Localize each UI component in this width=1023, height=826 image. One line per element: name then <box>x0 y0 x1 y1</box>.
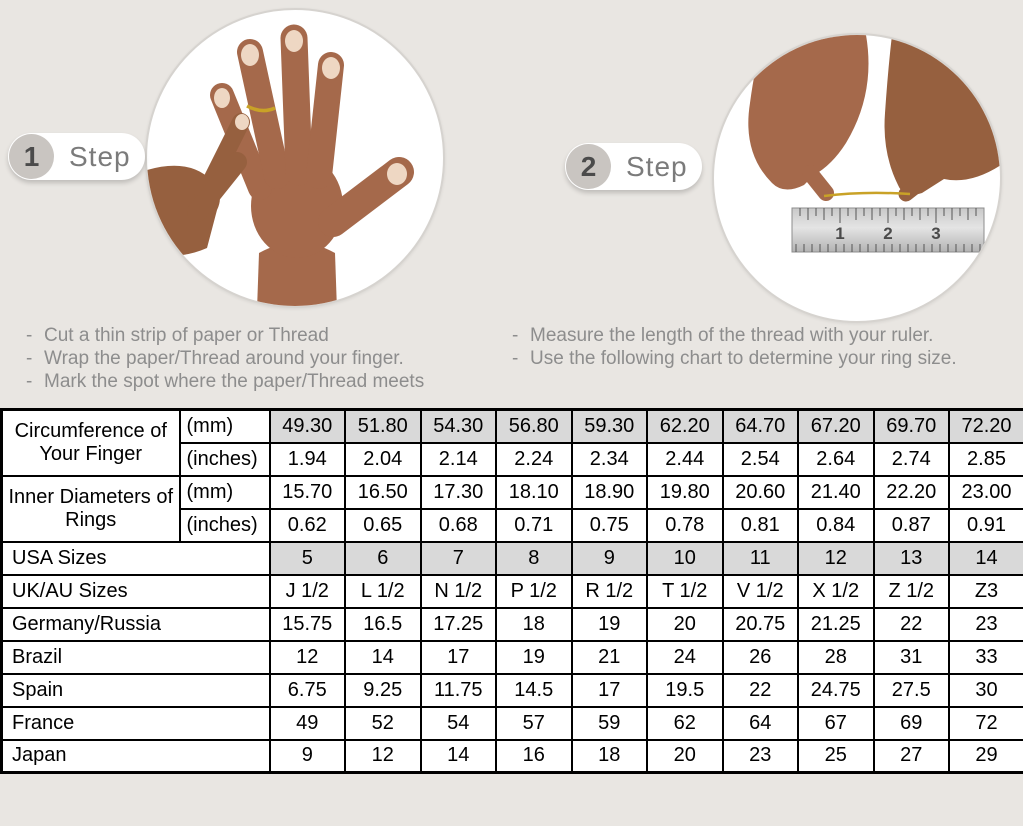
size-value-cell: 64 <box>723 707 799 740</box>
svg-text:2: 2 <box>883 224 893 243</box>
size-value-cell: 23.00 <box>949 476 1023 509</box>
size-value-cell: 6.75 <box>270 674 346 707</box>
size-value-cell: Z3 <box>949 575 1023 608</box>
size-value-cell: 49 <box>270 707 346 740</box>
size-value-cell: 21.25 <box>798 608 874 641</box>
size-value-cell: L 1/2 <box>345 575 421 608</box>
size-value-cell: 19 <box>496 641 572 674</box>
size-value-cell: 15.70 <box>270 476 346 509</box>
size-value-cell: 49.30 <box>270 410 346 443</box>
size-value-cell: 14.5 <box>496 674 572 707</box>
row-label: Circumference of Your Finger <box>2 410 180 476</box>
size-value-cell: 10 <box>647 542 723 575</box>
unit-cell: (mm) <box>180 476 270 509</box>
size-value-cell: 30 <box>949 674 1023 707</box>
row-label: UK/AU Sizes <box>2 575 270 608</box>
size-value-cell: 56.80 <box>496 410 572 443</box>
svg-text:3: 3 <box>931 224 941 243</box>
instruction-line: - Wrap the paper/Thread around your finger. <box>22 347 492 370</box>
step1-label: Step <box>69 140 131 172</box>
size-value-cell: 17 <box>572 674 648 707</box>
size-value-cell: N 1/2 <box>421 575 497 608</box>
size-value-cell: 17.25 <box>421 608 497 641</box>
size-value-cell: 18 <box>572 740 648 773</box>
size-value-cell: J 1/2 <box>270 575 346 608</box>
size-value-cell: 13 <box>874 542 950 575</box>
size-value-cell: 12 <box>798 542 874 575</box>
step2-label: Step <box>626 150 688 182</box>
size-value-cell: 2.54 <box>723 443 799 476</box>
unit-cell: (mm) <box>180 410 270 443</box>
size-value-cell: 67.20 <box>798 410 874 443</box>
unit-cell: (inches) <box>180 443 270 476</box>
size-value-cell: 16 <box>496 740 572 773</box>
size-value-cell: 17 <box>421 641 497 674</box>
size-value-cell: 9.25 <box>345 674 421 707</box>
row-label: Spain <box>2 674 270 707</box>
size-value-cell: 0.87 <box>874 509 950 542</box>
instruction-line: - Measure the length of the thread with your ruler. <box>508 324 1020 347</box>
size-value-cell: X 1/2 <box>798 575 874 608</box>
size-value-cell: 0.71 <box>496 509 572 542</box>
step2-badge <box>565 143 702 190</box>
size-value-cell: 6 <box>345 542 421 575</box>
size-value-cell: 20.75 <box>723 608 799 641</box>
size-value-cell: 2.44 <box>647 443 723 476</box>
size-value-cell: 72.20 <box>949 410 1023 443</box>
size-value-cell: 20.60 <box>723 476 799 509</box>
size-value-cell: 0.78 <box>647 509 723 542</box>
size-value-cell: 9 <box>270 740 346 773</box>
size-value-cell: 0.62 <box>270 509 346 542</box>
size-value-cell: 17.30 <box>421 476 497 509</box>
size-value-cell: 52 <box>345 707 421 740</box>
size-value-cell: 2.64 <box>798 443 874 476</box>
size-value-cell: 22 <box>723 674 799 707</box>
size-value-cell: 54.30 <box>421 410 497 443</box>
row-label: Brazil <box>2 641 270 674</box>
size-value-cell: 22 <box>874 608 950 641</box>
size-value-cell: 19 <box>572 608 648 641</box>
size-value-cell: 20 <box>647 608 723 641</box>
size-value-cell: T 1/2 <box>647 575 723 608</box>
size-value-cell: 29 <box>949 740 1023 773</box>
step1-badge <box>8 133 145 180</box>
size-value-cell: 59.30 <box>572 410 648 443</box>
size-value-cell: V 1/2 <box>723 575 799 608</box>
size-value-cell: 12 <box>270 641 346 674</box>
ring-size-table <box>0 408 1023 774</box>
size-value-cell: 15.75 <box>270 608 346 641</box>
size-value-cell: 18.90 <box>572 476 648 509</box>
size-value-cell: 62.20 <box>647 410 723 443</box>
table-row-diameter-mm <box>2 476 1023 509</box>
size-value-cell: R 1/2 <box>572 575 648 608</box>
table-row-brazil <box>2 641 1023 674</box>
instruction-line: - Use the following chart to determine your ring size. <box>508 347 1020 370</box>
step2-photo <box>712 33 1002 323</box>
size-value-cell: 0.65 <box>345 509 421 542</box>
size-value-cell: 21 <box>572 641 648 674</box>
size-value-cell: 20 <box>647 740 723 773</box>
size-value-cell: 14 <box>345 641 421 674</box>
hand-with-thread-illustration <box>147 10 445 308</box>
size-value-cell: 5 <box>270 542 346 575</box>
size-value-cell: 2.24 <box>496 443 572 476</box>
size-value-cell: 0.75 <box>572 509 648 542</box>
size-value-cell: 23 <box>723 740 799 773</box>
size-value-cell: Z 1/2 <box>874 575 950 608</box>
step2-instructions <box>508 324 1020 370</box>
size-value-cell: 8 <box>496 542 572 575</box>
size-value-cell: 59 <box>572 707 648 740</box>
size-value-cell: 2.74 <box>874 443 950 476</box>
row-label: Inner Diameters of Rings <box>2 476 180 542</box>
table-row-uk-au <box>2 575 1023 608</box>
unit-cell: (inches) <box>180 509 270 542</box>
ring-size-chart <box>0 408 1023 774</box>
size-value-cell: 19.80 <box>647 476 723 509</box>
size-value-cell: 33 <box>949 641 1023 674</box>
step1-number: 1 <box>9 134 54 179</box>
size-value-cell: 67 <box>798 707 874 740</box>
instructions-section <box>0 0 1023 408</box>
size-value-cell: 51.80 <box>345 410 421 443</box>
table-row-japan <box>2 740 1023 773</box>
size-value-cell: 18 <box>496 608 572 641</box>
size-value-cell: 26 <box>723 641 799 674</box>
size-value-cell: 11.75 <box>421 674 497 707</box>
size-value-cell: 12 <box>345 740 421 773</box>
size-value-cell: 23 <box>949 608 1023 641</box>
step2-number: 2 <box>566 144 611 189</box>
table-row-france <box>2 707 1023 740</box>
size-value-cell: 57 <box>496 707 572 740</box>
size-value-cell: 9 <box>572 542 648 575</box>
size-value-cell: P 1/2 <box>496 575 572 608</box>
size-value-cell: 24.75 <box>798 674 874 707</box>
size-value-cell: 2.34 <box>572 443 648 476</box>
size-value-cell: 62 <box>647 707 723 740</box>
table-row-usa <box>2 542 1023 575</box>
measuring-thread-with-ruler-illustration <box>714 35 1002 323</box>
size-value-cell: 69.70 <box>874 410 950 443</box>
size-value-cell: 25 <box>798 740 874 773</box>
size-value-cell: 14 <box>949 542 1023 575</box>
table-row-spain <box>2 674 1023 707</box>
step1-instructions <box>22 324 492 393</box>
size-value-cell: 2.04 <box>345 443 421 476</box>
instruction-line: - Mark the spot where the paper/Thread meets <box>22 370 492 393</box>
size-value-cell: 0.68 <box>421 509 497 542</box>
size-value-cell: 0.81 <box>723 509 799 542</box>
size-value-cell: 54 <box>421 707 497 740</box>
size-value-cell: 16.50 <box>345 476 421 509</box>
svg-text:1: 1 <box>835 224 845 243</box>
size-value-cell: 7 <box>421 542 497 575</box>
size-value-cell: 14 <box>421 740 497 773</box>
size-value-cell: 27.5 <box>874 674 950 707</box>
instruction-line: - Cut a thin strip of paper or Thread <box>22 324 492 347</box>
size-value-cell: 31 <box>874 641 950 674</box>
size-value-cell: 28 <box>798 641 874 674</box>
size-value-cell: 1.94 <box>270 443 346 476</box>
table-row-germany-russia <box>2 608 1023 641</box>
size-value-cell: 0.84 <box>798 509 874 542</box>
size-value-cell: 19.5 <box>647 674 723 707</box>
size-value-cell: 21.40 <box>798 476 874 509</box>
size-value-cell: 64.70 <box>723 410 799 443</box>
size-value-cell: 22.20 <box>874 476 950 509</box>
step1-photo <box>145 8 445 308</box>
row-label: USA Sizes <box>2 542 270 575</box>
size-value-cell: 0.91 <box>949 509 1023 542</box>
size-value-cell: 72 <box>949 707 1023 740</box>
size-value-cell: 18.10 <box>496 476 572 509</box>
size-value-cell: 16.5 <box>345 608 421 641</box>
row-label: Japan <box>2 740 270 773</box>
row-label: Germany/Russia <box>2 608 270 641</box>
size-value-cell: 69 <box>874 707 950 740</box>
size-value-cell: 11 <box>723 542 799 575</box>
size-value-cell: 2.85 <box>949 443 1023 476</box>
size-value-cell: 2.14 <box>421 443 497 476</box>
table-row-circumference-mm <box>2 410 1023 443</box>
row-label: France <box>2 707 270 740</box>
size-value-cell: 27 <box>874 740 950 773</box>
size-value-cell: 24 <box>647 641 723 674</box>
